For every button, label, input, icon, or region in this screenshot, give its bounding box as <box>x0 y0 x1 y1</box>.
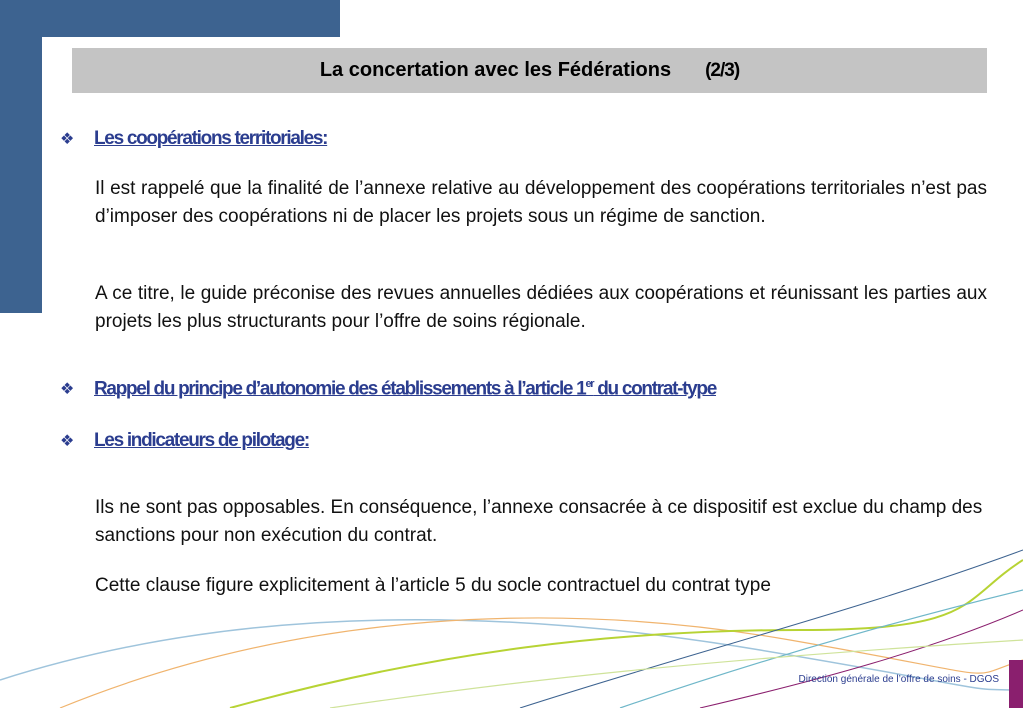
footer-text: Direction générale de l’offre de soins - DGOS <box>798 674 999 685</box>
section-coop-paragraph-1: Il est rappelé que la finalité de l’annexe relative au développement des coopérations territoriales n’est pas d’imposer des coopérations ni de placer les projets sous un régime de sanction. <box>95 178 987 227</box>
section-rappel-heading-row <box>60 378 716 400</box>
slide-title: La concertation avec les Fédérations <box>319 59 672 81</box>
section-indic-heading: Les indicateurs de pilotage: <box>94 430 309 451</box>
section-rappel-heading-pre: Rappel du principe d’autonomie des établissements à l’article 1 <box>94 378 586 400</box>
slide-title-bar <box>72 48 987 93</box>
section-rappel-heading-post: du contrat-type <box>593 378 717 400</box>
section-coop-heading-row <box>60 128 327 150</box>
curve-orange <box>60 618 1023 708</box>
bullet-icon: ❖ <box>60 131 75 148</box>
section-coop-heading: Les coopérations territoriales: <box>94 128 328 149</box>
slide-title-part: (2/3) <box>705 59 740 81</box>
section-rappel-heading-sup: er <box>585 378 594 390</box>
bullet-icon: ❖ <box>60 433 75 450</box>
section-rappel-heading <box>94 378 716 400</box>
curve-purple <box>700 610 1023 708</box>
section-indic-paragraph-1: Ils ne sont pas opposables. En conséquence, l’annexe consacrée à ce dispositif est exclue du champ des sanctions pour non exécution du contrat. <box>95 497 983 546</box>
bullet-icon: ❖ <box>60 381 75 399</box>
curve-teal <box>620 590 1023 708</box>
footer-accent-bar <box>1009 660 1023 708</box>
section-indic-paragraph-2: Cette clause figure explicitement à l’article 5 du socle contractuel du contrat type <box>95 575 771 596</box>
section-indic-heading-row <box>60 430 309 452</box>
section-coop-paragraph-2: A ce titre, le guide préconise des revues annuelles dédiées aux coopérations et réunissant les parties aux projets les plus structurants pour l’offre de soins régionale. <box>95 283 987 332</box>
